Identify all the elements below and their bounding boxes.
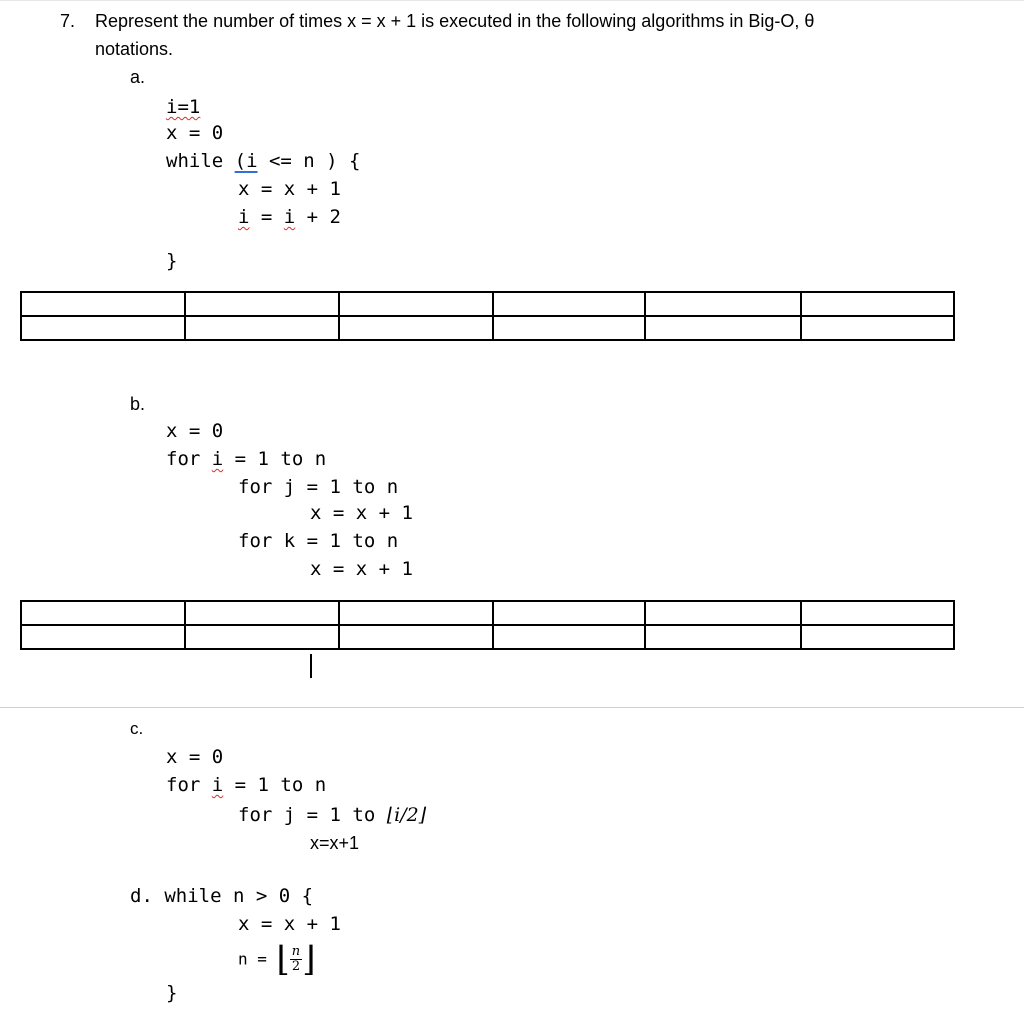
part-a-label: a. bbox=[130, 67, 146, 87]
part-b-line4: x = x + 1 bbox=[310, 502, 413, 524]
part-a-while-keyword: while bbox=[166, 150, 235, 172]
question-text-line1: Represent the number of times x = x + 1 is executed in the following algorithms in Big-O, θ bbox=[95, 11, 815, 31]
part-b-line2 bbox=[166, 448, 326, 470]
part-d-while: while n > 0 { bbox=[152, 885, 314, 907]
part-b-line5: for k = 1 to n bbox=[238, 530, 399, 552]
part-a-line5-end: + 2 bbox=[295, 206, 341, 228]
part-b-line6: x = x + 1 bbox=[310, 558, 413, 580]
table-cell[interactable] bbox=[801, 601, 954, 625]
part-d-line1 bbox=[130, 885, 313, 907]
part-a-line1-text: i=1 bbox=[166, 96, 201, 118]
table-cell[interactable] bbox=[645, 625, 801, 649]
part-c-for-j: for j = 1 to bbox=[238, 804, 387, 826]
fraction-denominator: 2 bbox=[291, 959, 301, 975]
table-cell[interactable] bbox=[339, 292, 493, 316]
question-number: 7. bbox=[60, 11, 76, 31]
table-cell[interactable] bbox=[339, 601, 493, 625]
part-c-line4: x=x+1 bbox=[310, 833, 360, 853]
table-cell[interactable] bbox=[339, 625, 493, 649]
part-a-var-i: i bbox=[246, 150, 258, 172]
table-cell[interactable] bbox=[21, 316, 185, 340]
part-d-n-assign: n = bbox=[238, 949, 277, 969]
part-a-line3 bbox=[166, 150, 361, 172]
part-b-for-keyword: for bbox=[166, 448, 212, 470]
table-cell[interactable] bbox=[21, 292, 185, 316]
part-c-line3 bbox=[238, 804, 426, 826]
part-a-close-brace: } bbox=[166, 250, 178, 272]
part-c-range: = 1 to n bbox=[223, 774, 327, 796]
page-divider bbox=[0, 707, 1024, 708]
table-cell[interactable] bbox=[645, 601, 801, 625]
part-b-range: = 1 to n bbox=[223, 448, 327, 470]
part-c-line1: x = 0 bbox=[166, 746, 224, 768]
part-c-for-keyword: for bbox=[166, 774, 212, 796]
part-a-line4: x = x + 1 bbox=[238, 178, 341, 200]
table-row bbox=[21, 292, 954, 316]
part-a-line1 bbox=[166, 96, 200, 118]
part-d-line2: x = x + 1 bbox=[238, 913, 341, 935]
top-border bbox=[0, 0, 1024, 1]
table-cell[interactable] bbox=[645, 316, 801, 340]
part-c-line2 bbox=[166, 774, 326, 796]
floor-right-bracket: ⌋ bbox=[302, 939, 316, 980]
part-a-paren: ( bbox=[234, 150, 247, 172]
table-row bbox=[21, 625, 954, 649]
part-b-line1: x = 0 bbox=[166, 420, 224, 442]
part-d-line3 bbox=[238, 939, 316, 980]
fraction-numerator: n bbox=[291, 944, 301, 960]
answer-table-a bbox=[20, 291, 955, 341]
table-cell[interactable] bbox=[185, 292, 339, 316]
table-cell[interactable] bbox=[801, 625, 954, 649]
part-d-close-brace: } bbox=[166, 982, 178, 1004]
table-cell[interactable] bbox=[21, 625, 185, 649]
table-cell[interactable] bbox=[801, 316, 954, 340]
table-cell[interactable] bbox=[645, 292, 801, 316]
table-cell[interactable] bbox=[801, 292, 954, 316]
table-cell[interactable] bbox=[493, 292, 645, 316]
table-row bbox=[21, 601, 954, 625]
table-cell[interactable] bbox=[493, 316, 645, 340]
table-cell[interactable] bbox=[21, 601, 185, 625]
part-d-label: d. bbox=[130, 885, 153, 907]
table-row bbox=[21, 316, 954, 340]
part-a-line5-mid: = bbox=[249, 206, 284, 228]
table-cell[interactable] bbox=[185, 625, 339, 649]
table-cell[interactable] bbox=[185, 316, 339, 340]
table-cell[interactable] bbox=[493, 625, 645, 649]
part-b-var-i: i bbox=[211, 448, 224, 470]
part-a-line5 bbox=[238, 206, 341, 228]
table-cell[interactable] bbox=[339, 316, 493, 340]
part-c-label: c. bbox=[130, 719, 144, 738]
table-cell[interactable] bbox=[185, 601, 339, 625]
fraction-stack bbox=[290, 945, 302, 974]
part-d-floor-fraction bbox=[276, 939, 316, 980]
part-a-condition: <= n ) { bbox=[257, 150, 361, 172]
answer-table-b bbox=[20, 600, 955, 650]
floor-left-bracket: ⌊ bbox=[276, 939, 290, 980]
part-c-var-i: i bbox=[211, 774, 224, 796]
part-a-line5-i1: i bbox=[238, 206, 250, 228]
question-text-line2: notations. bbox=[95, 39, 174, 59]
table-cell[interactable] bbox=[493, 601, 645, 625]
part-b-line3: for j = 1 to n bbox=[238, 476, 399, 498]
part-a-line2: x = 0 bbox=[166, 122, 224, 144]
part-c-floor-expr: ⌊i/2⌋ bbox=[386, 804, 427, 826]
part-b-label: b. bbox=[130, 394, 146, 414]
part-a-line5-i2: i bbox=[283, 206, 296, 228]
text-cursor-mark bbox=[310, 654, 312, 678]
